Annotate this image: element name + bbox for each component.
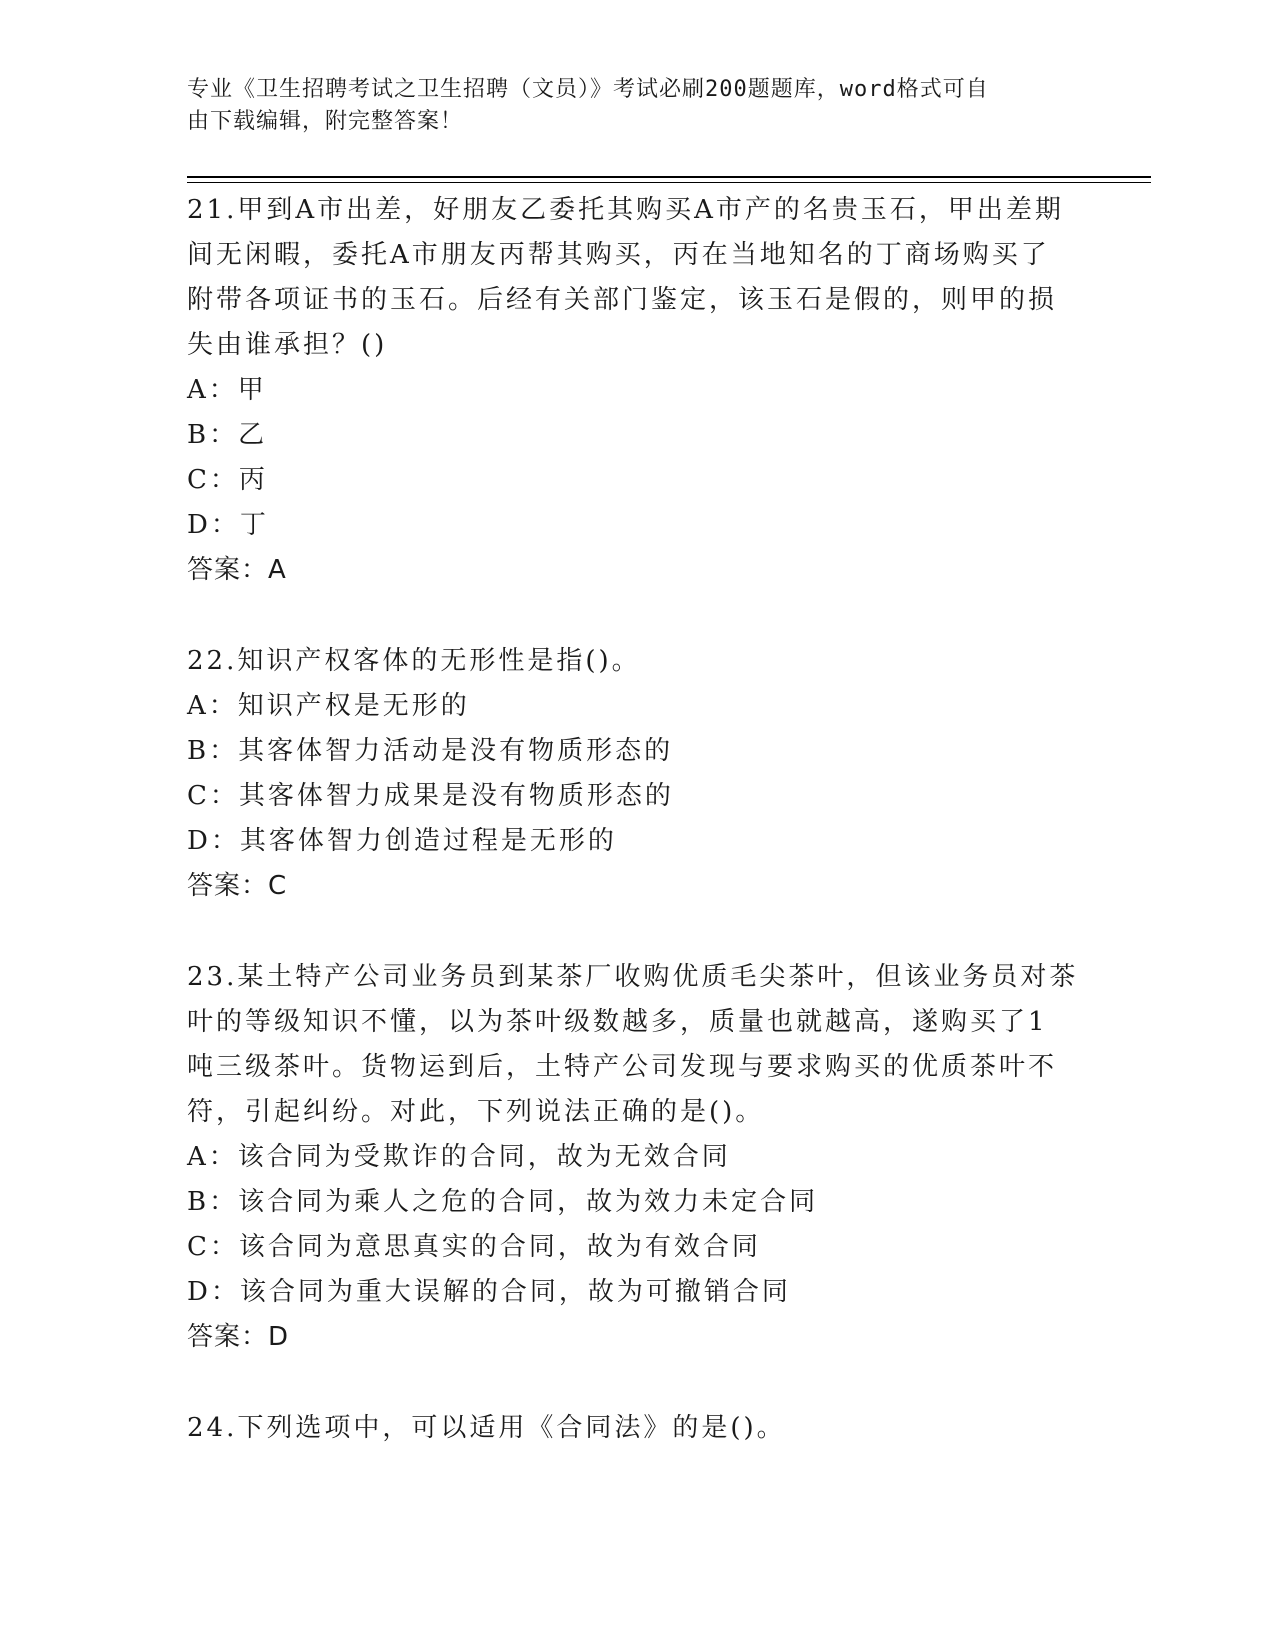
answer: 答案：A xyxy=(187,555,287,585)
question-text-line: 22.知识产权客体的无形性是指()。 xyxy=(187,646,641,676)
option-c: C：丙 xyxy=(187,465,268,495)
question-text-line: 吨三级茶叶。货物运到后，土特产公司发现与要求购买的优质茶叶不 xyxy=(187,1052,1058,1082)
header-line-2: 由下载编辑，附完整答案！ xyxy=(187,109,464,134)
question-23 xyxy=(187,955,1087,1360)
option-a: A：该合同为受欺诈的合同，故为无效合同 xyxy=(187,1142,731,1172)
question-text-line: 23.某土特产公司业务员到某茶厂收购优质毛尖茶叶，但该业务员对茶 xyxy=(187,962,1079,992)
question-22 xyxy=(187,639,1087,909)
question-text-line: 叶的等级知识不懂，以为茶叶级数越多，质量也就越高，遂购买了1 xyxy=(187,1007,1048,1037)
question-text-line: 间无闲暇，委托A市朋友丙帮其购买，丙在当地知名的丁商场购买了 xyxy=(187,240,1050,270)
header-divider-thick xyxy=(187,176,1151,178)
option-c: C：其客体智力成果是没有物质形态的 xyxy=(187,781,674,811)
question-spacer xyxy=(187,1360,1087,1406)
option-a: A：甲 xyxy=(187,375,267,405)
question-text-line: 失由谁承担？() xyxy=(187,330,388,360)
question-text-line: 24.下列选项中，可以适用《合同法》的是()。 xyxy=(187,1413,786,1443)
option-b: B：其客体智力活动是没有物质形态的 xyxy=(187,736,674,766)
question-21 xyxy=(187,188,1087,593)
option-d: D：该合同为重大误解的合同，故为可撤销合同 xyxy=(187,1277,791,1307)
question-24 xyxy=(187,1406,1087,1451)
option-a: A：知识产权是无形的 xyxy=(187,691,470,721)
answer: 答案：C xyxy=(187,871,288,901)
option-d: D：其客体智力创造过程是无形的 xyxy=(187,826,617,856)
option-d: D：丁 xyxy=(187,510,269,540)
question-text-line: 21.甲到A市出差，好朋友乙委托其购买A市产的名贵玉石，甲出差期 xyxy=(187,195,1064,225)
header-line-1: 专业《卫生招聘考试之卫生招聘（文员）》考试必刷200题题库，word格式可自 xyxy=(187,77,989,102)
question-spacer xyxy=(187,593,1087,639)
option-c: C：该合同为意思真实的合同，故为有效合同 xyxy=(187,1232,761,1262)
question-spacer xyxy=(187,909,1087,955)
document-header xyxy=(187,74,1067,138)
answer: 答案：D xyxy=(187,1322,290,1352)
option-b: B：该合同为乘人之危的合同，故为效力未定合同 xyxy=(187,1187,819,1217)
option-b: B：乙 xyxy=(187,420,268,450)
question-text-line: 符，引起纠纷。对此，下列说法正确的是()。 xyxy=(187,1097,765,1127)
header-divider-thin xyxy=(187,182,1151,183)
question-list xyxy=(187,188,1087,1451)
question-text-line: 附带各项证书的玉石。后经有关部门鉴定，该玉石是假的，则甲的损 xyxy=(187,285,1058,315)
